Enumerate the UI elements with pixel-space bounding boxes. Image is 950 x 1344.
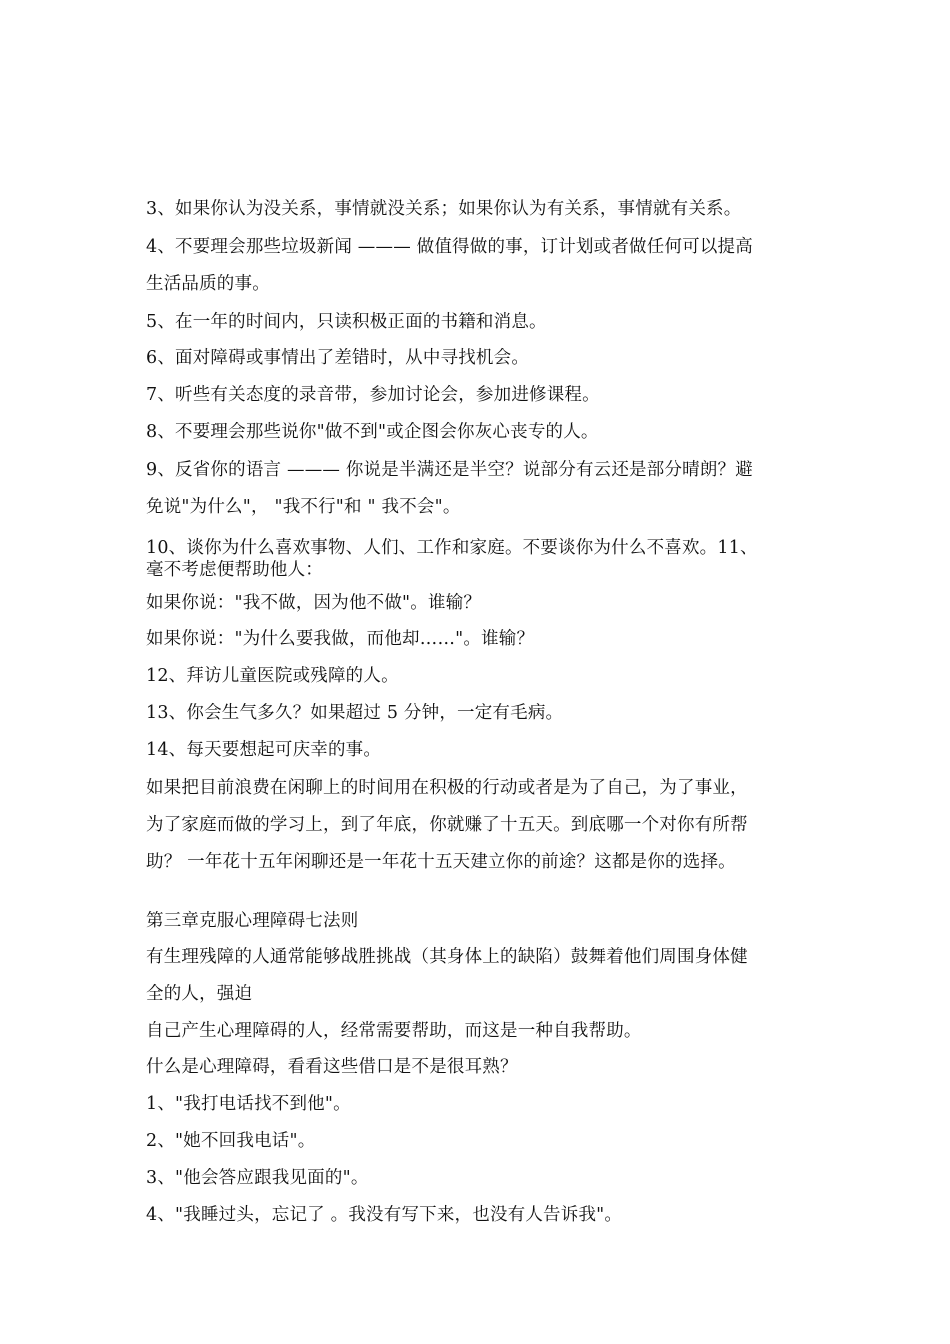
text-line: 9、反省你的语言 ——— 你说是半满还是半空？说部分有云还是部分晴朗？避 (146, 460, 753, 480)
text-line: 1、"我打电话找不到他"。 (146, 1094, 351, 1114)
text-line: 自己产生心理障碍的人，经常需要帮助，而这是一种自我帮助。 (146, 1021, 642, 1041)
text-line: 8、不要理会那些说你"做不到"或企图会你灰心丧专的人。 (146, 422, 599, 442)
text-line: 4、"我睡过头，忘记了 。我没有写下来，也没有人告诉我"。 (146, 1205, 623, 1225)
text-line: 10、谈你为什么喜欢事物、人们、工作和家庭。不要谈你为什么不喜欢。11、 (146, 538, 758, 558)
text-line: 4、不要理会那些垃圾新闻 ——— 做值得做的事，订计划或者做任何可以提高 (146, 237, 753, 257)
text-line: 5、在一年的时间内，只读积极正面的书籍和消息。 (146, 312, 547, 332)
text-line: 如果把目前浪费在闲聊上的时间用在积极的行动或者是为了自己，为了事业， (146, 778, 748, 798)
text-line: 什么是心理障碍，看看这些借口是不是很耳熟？ (146, 1057, 518, 1077)
chapter-heading: 第三章克服心理障碍七法则 (146, 911, 359, 931)
text-line: 7、听些有关态度的录音带，参加讨论会，参加进修课程。 (146, 385, 600, 405)
text-line: 有生理残障的人通常能够战胜挑战（其身体上的缺陷）鼓舞着他们周围身体健 (146, 947, 748, 967)
text-line: 生活品质的事。 (146, 274, 270, 294)
text-line: 14、每天要想起可庆幸的事。 (146, 740, 382, 760)
text-line: 13、你会生气多久？如果超过 5 分钟，一定有毛病。 (146, 703, 564, 723)
text-line: 全的人，强迫 (146, 984, 253, 1004)
text-line: 3、如果你认为没关系，事情就没关系；如果你认为有关系，事情就有关系。 (146, 199, 742, 219)
text-line: 助？ 一年花十五年闲聊还是一年花十五天建立你的前途？这都是你的选择。 (146, 852, 736, 872)
text-line: 如果你说："为什么要我做，而他却……"。谁输？ (146, 629, 535, 649)
text-line: 3、"他会答应跟我见面的"。 (146, 1168, 369, 1188)
text-line: 6、面对障碍或事情出了差错时，从中寻找机会。 (146, 348, 530, 368)
text-line: 毫不考虑便帮助他人： (146, 560, 323, 580)
text-line: 如果你说："我不做，因为他不做"。谁输？ (146, 593, 482, 613)
text-line: 12、拜访儿童医院或残障的人。 (146, 666, 399, 686)
text-line: 为了家庭而做的学习上，到了年底，你就赚了十五天。到底哪一个对你有所帮 (146, 815, 748, 835)
text-line: 免说"为什么"， "我不行"和 " 我不会"。 (146, 497, 461, 517)
text-line: 2、"她不回我电话"。 (146, 1131, 316, 1151)
